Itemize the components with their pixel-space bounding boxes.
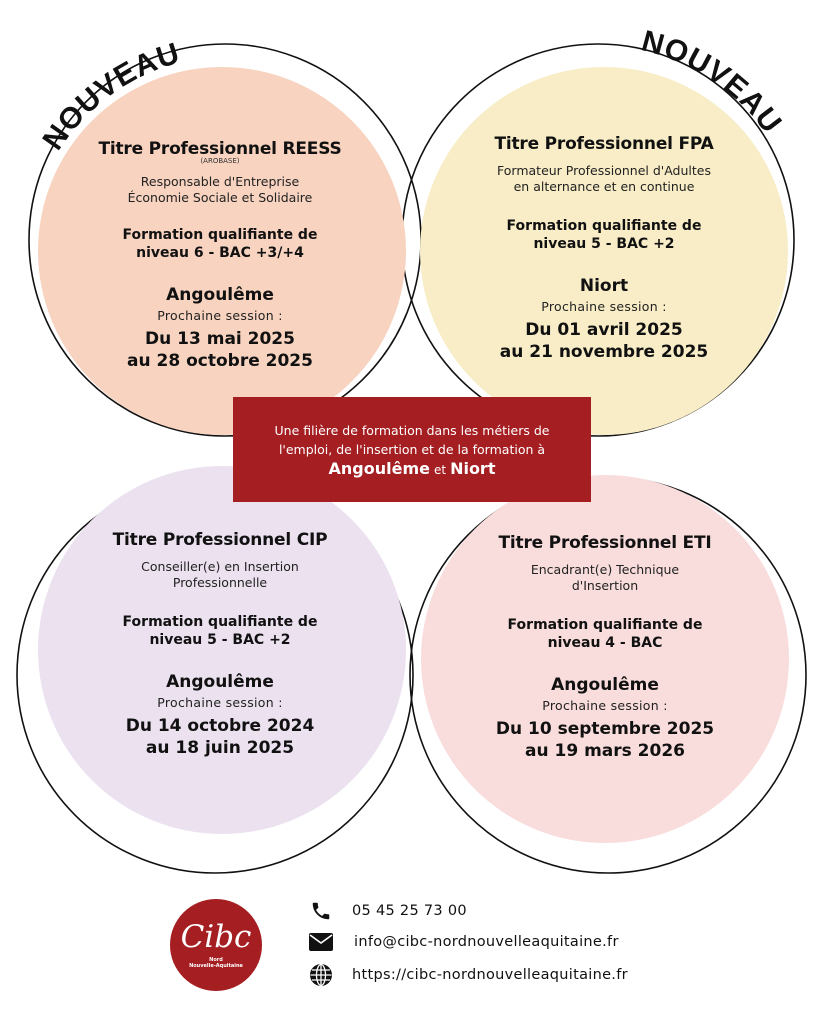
city: Niort	[579, 276, 629, 296]
card-title: Titre Professionnel CIP	[112, 530, 328, 550]
card-subtitle: (AROBASE)	[200, 157, 240, 165]
nouveau-badge-left: NOUVEAU	[36, 36, 184, 156]
qual-line: niveau 5 - BAC +2	[533, 236, 675, 252]
center-banner	[233, 397, 591, 502]
envelope-icon	[308, 929, 334, 955]
banner-line: l'emploi, de l'insertion et de la formation à	[278, 442, 546, 457]
banner-connector: et	[433, 463, 447, 477]
desc-line: Professionnelle	[172, 575, 268, 590]
desc-line: Responsable d'Entreprise	[140, 174, 300, 189]
qual-line: Formation qualifiante de	[122, 227, 318, 243]
date-line: Du 10 septembre 2025	[495, 719, 715, 739]
contact-phone	[308, 897, 467, 925]
nouveau-badge-right: NOUVEAU	[638, 24, 789, 140]
session-dates	[455, 718, 755, 762]
qualification	[70, 613, 370, 649]
qual-line: Formation qualifiante de	[507, 617, 703, 633]
date-line: au 18 juin 2025	[145, 738, 295, 758]
banner-cities	[233, 459, 591, 480]
card-fpa	[454, 133, 754, 363]
desc-line: Encadrant(e) Technique	[530, 562, 680, 577]
date-line: au 28 octobre 2025	[127, 351, 313, 371]
desc-line: en alternance et en continue	[513, 179, 695, 194]
cibc-logo	[170, 899, 262, 991]
next-session-label: Prochaine session :	[157, 695, 283, 710]
qualification	[70, 226, 370, 262]
date-line: Du 01 avril 2025	[525, 320, 683, 340]
email-link[interactable]: info@cibc-nordnouvelleaquitaine.fr	[354, 934, 619, 950]
logo-sub-line: Nord	[209, 957, 223, 963]
desc-line: d'Insertion	[571, 578, 639, 593]
phone-icon	[308, 898, 334, 924]
date-line: au 21 novembre 2025	[499, 342, 709, 362]
website-link[interactable]: https://cibc-nordnouvelleaquitaine.fr	[352, 967, 628, 983]
qual-line: niveau 6 - BAC +3/+4	[136, 245, 304, 261]
banner-city-niort: Niort	[450, 459, 496, 478]
contact-website	[308, 961, 628, 989]
qualification	[455, 616, 755, 652]
next-session-label: Prochaine session :	[542, 698, 668, 713]
card-reess	[70, 138, 370, 372]
session-dates	[70, 328, 370, 372]
banner-line: Une filière de formation dans les métiers de	[274, 423, 550, 438]
desc-line: Économie Sociale et Solidaire	[127, 190, 313, 205]
card-eti	[455, 532, 755, 762]
date-line: Du 14 octobre 2024	[125, 716, 315, 736]
card-title: Titre Professionnel ETI	[498, 533, 712, 553]
city: Angoulême	[166, 285, 274, 305]
card-description	[70, 174, 370, 206]
globe-icon	[308, 962, 334, 988]
card-title: Titre Professionnel FPA	[494, 134, 714, 154]
date-line: au 19 mars 2026	[525, 741, 685, 761]
qual-line: Formation qualifiante de	[122, 614, 318, 630]
desc-line: Conseiller(e) en Insertion	[141, 559, 299, 574]
card-cip	[70, 529, 370, 759]
card-description	[454, 163, 754, 195]
qual-line: niveau 4 - BAC	[547, 635, 663, 651]
logo-sub-line: Nouvelle-Aquitaine	[189, 963, 243, 969]
qual-line: niveau 5 - BAC +2	[149, 632, 291, 648]
card-description	[70, 559, 370, 591]
card-description	[455, 562, 755, 594]
date-line: Du 13 mai 2025	[145, 329, 295, 349]
phone-number[interactable]: 05 45 25 73 00	[352, 903, 467, 919]
next-session-label: Prochaine session :	[157, 308, 283, 323]
qualification	[454, 217, 754, 253]
session-dates	[454, 319, 754, 363]
session-dates	[70, 715, 370, 759]
desc-line: Formateur Professionnel d'Adultes	[497, 163, 711, 178]
next-session-label: Prochaine session :	[541, 299, 667, 314]
logo-brand: Cibc	[180, 919, 252, 955]
qual-line: Formation qualifiante de	[506, 218, 702, 234]
contact-email	[308, 928, 619, 956]
city: Angoulême	[166, 672, 274, 692]
card-title: Titre Professionnel REESS	[98, 139, 342, 159]
logo-subtitle	[170, 957, 262, 969]
banner-city-angouleme: Angoulême	[328, 459, 430, 478]
city: Angoulême	[551, 675, 659, 695]
